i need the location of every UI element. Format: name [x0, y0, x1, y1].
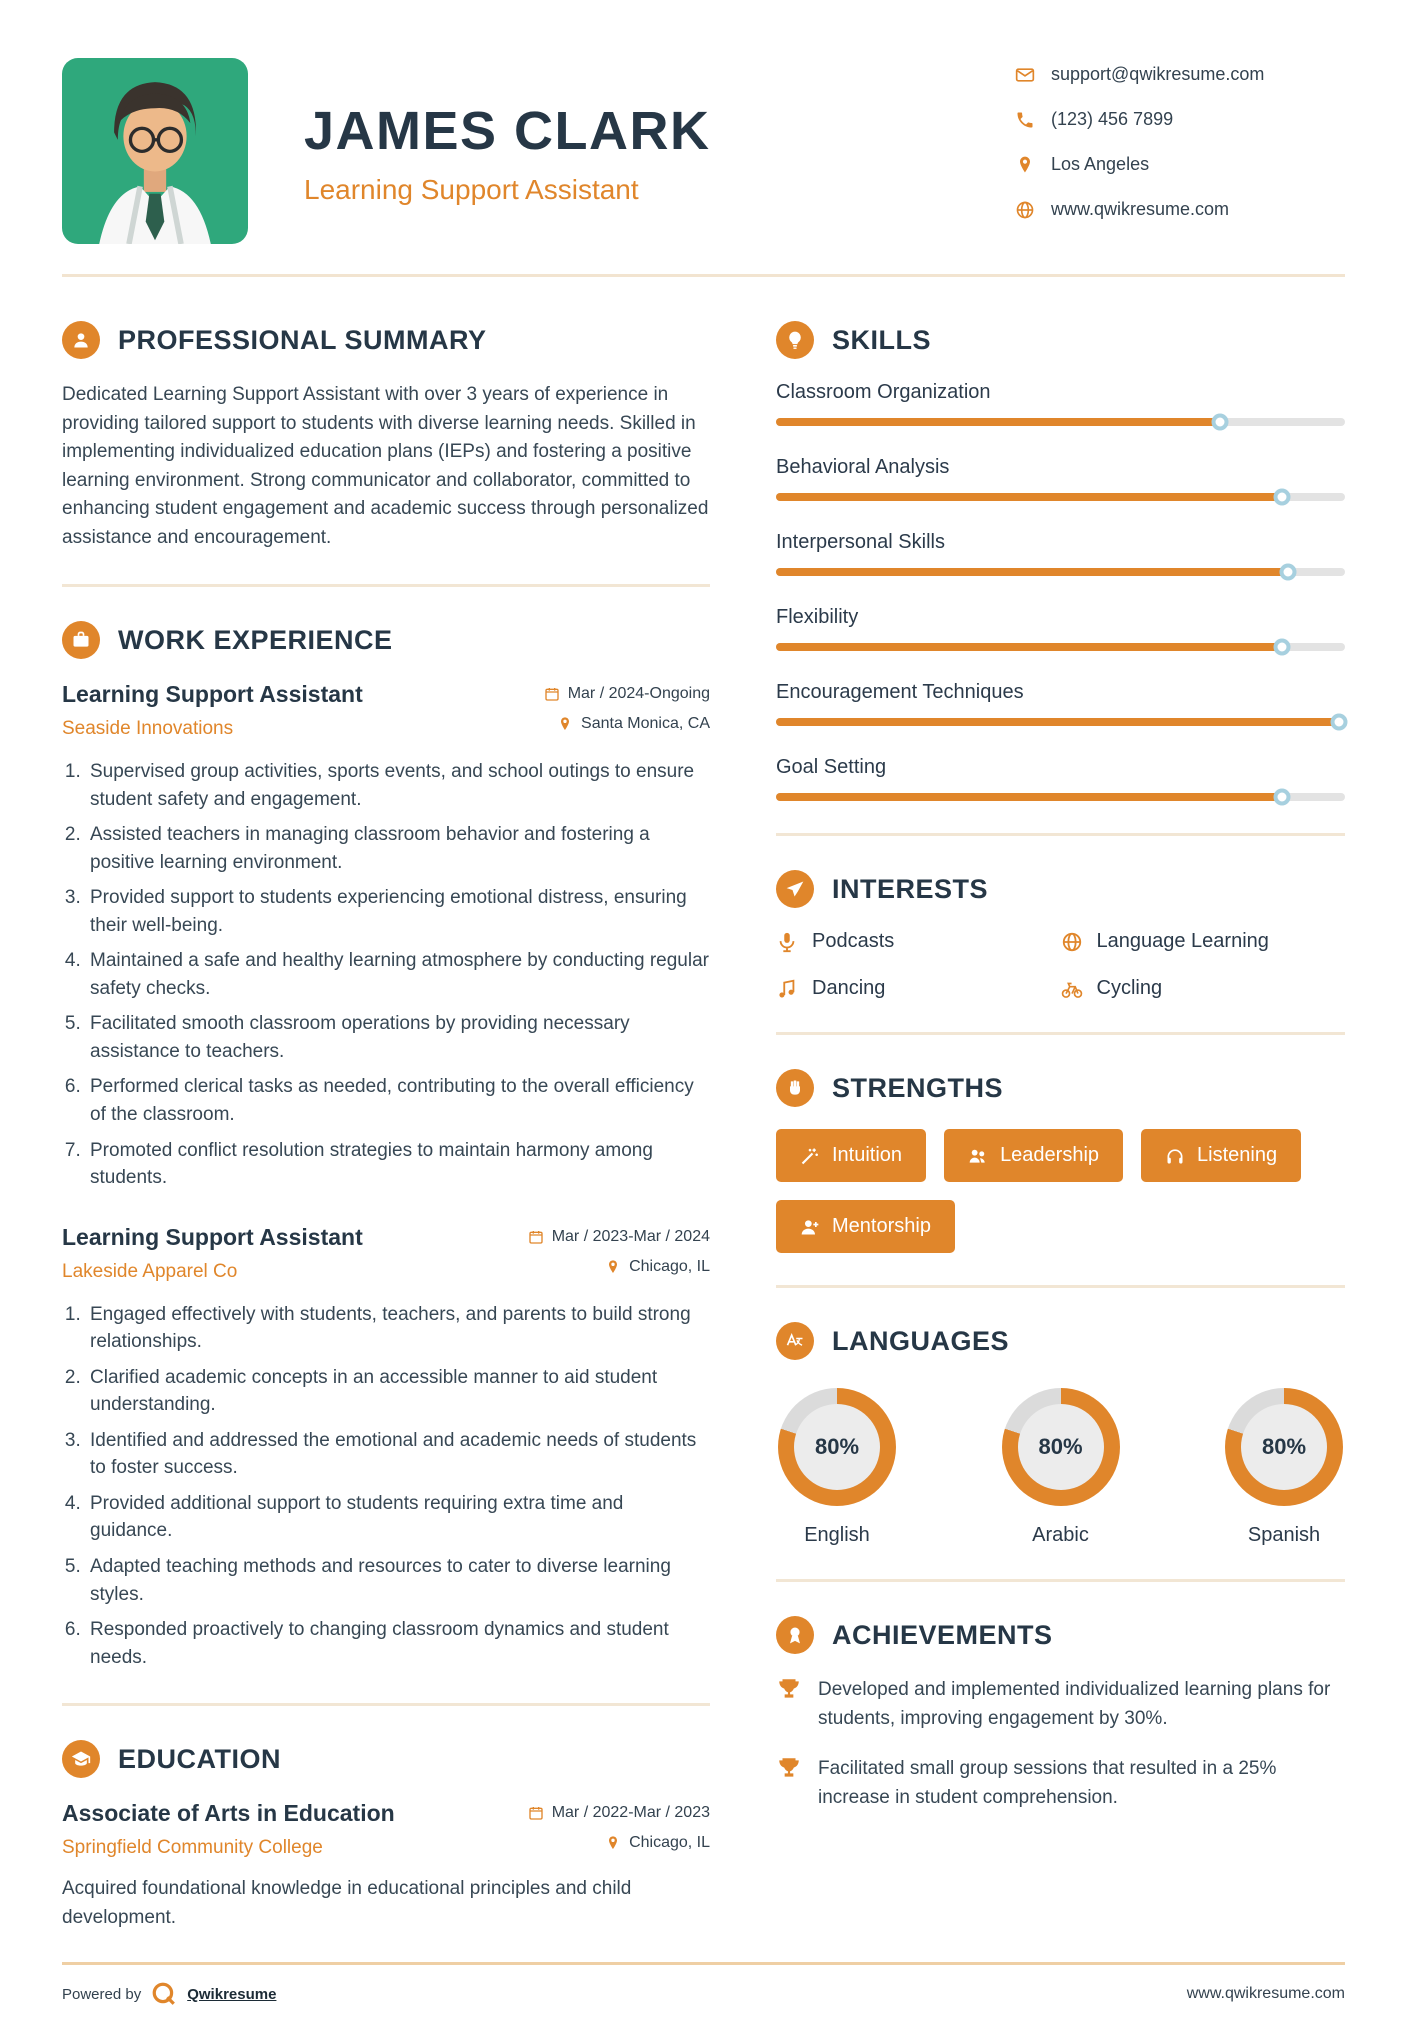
skill-bar — [776, 643, 1345, 651]
footer-website: www.qwikresume.com — [1186, 1985, 1345, 2003]
section-title: EDUCATION — [118, 1743, 281, 1774]
music-note-icon — [776, 978, 798, 1000]
experience-bullet: 5. Facilitated smooth classroom operations by providing necessary assistance to teachers. — [86, 1010, 710, 1065]
qwikresume-logo-icon — [151, 1981, 177, 2007]
calendar-icon — [528, 1805, 544, 1821]
section-divider — [776, 833, 1345, 836]
skill-label: Classroom Organization — [776, 381, 991, 403]
calendar-icon — [544, 686, 560, 702]
skill-item — [776, 606, 1345, 651]
language-percent: 80% — [1018, 1404, 1104, 1490]
skills-list — [776, 381, 1345, 801]
footer — [62, 1932, 1345, 2007]
language-label: Arabic — [1032, 1524, 1089, 1546]
language-percent: 80% — [1241, 1404, 1327, 1490]
job-entry — [62, 1224, 710, 1672]
experience-bullet: 3. Provided support to students experiencing emotional distress, ensuring their well-being. — [86, 884, 710, 939]
interest-label: Dancing — [812, 977, 886, 999]
fist-icon — [776, 1069, 814, 1107]
section-divider — [776, 1285, 1345, 1288]
skill-marker — [1274, 789, 1291, 806]
graduation-cap-icon — [62, 1740, 100, 1778]
experience-bullet: 1. Supervised group activities, sports events, and school outings to ensure student safety and engagement. — [86, 758, 710, 813]
job-company: Lakeside Apparel Co — [62, 1260, 238, 1282]
interest-label: Cycling — [1096, 977, 1163, 999]
people-icon — [968, 1146, 988, 1166]
job-location: Chicago, IL — [605, 1258, 710, 1276]
section-divider — [62, 1703, 710, 1706]
section-title: LANGUAGES — [832, 1325, 1010, 1356]
skill-fill — [776, 793, 1282, 801]
summary-section — [62, 321, 710, 552]
trophy-icon — [776, 1676, 802, 1733]
skill-marker — [1274, 639, 1291, 656]
section-title: PROFESSIONAL SUMMARY — [118, 324, 487, 355]
contact-text: Los Angeles — [1051, 154, 1150, 174]
bicycle-icon — [1061, 978, 1083, 1000]
section-title: ACHIEVEMENTS — [832, 1619, 1053, 1650]
language-item — [1225, 1388, 1343, 1547]
skill-fill — [776, 718, 1345, 726]
achievements-list — [776, 1676, 1345, 1812]
languages-section — [776, 1322, 1345, 1547]
pin-icon — [1015, 155, 1035, 175]
skill-label: Interpersonal Skills — [776, 531, 945, 553]
pin-icon — [605, 1259, 621, 1275]
strength-chip — [776, 1129, 926, 1182]
avatar-illustration — [62, 58, 248, 244]
profile-photo — [62, 58, 248, 244]
work-experience-section — [62, 621, 710, 1671]
strength-chip — [944, 1129, 1123, 1182]
skill-fill — [776, 568, 1288, 576]
job-dates: Mar / 2024-Ongoing — [544, 685, 710, 703]
language-donut — [1002, 1388, 1120, 1506]
contact-item — [1015, 64, 1345, 85]
skill-marker — [1211, 414, 1228, 431]
job-company: Seaside Innovations — [62, 718, 234, 739]
school-name: Springfield Community College — [62, 1837, 323, 1859]
strength-chip — [776, 1200, 955, 1253]
experience-bullet: 4. Maintained a safe and healthy learning atmosphere by conducting regular safety checks. — [86, 947, 710, 1002]
strength-label: Leadership — [1000, 1144, 1100, 1166]
skill-marker — [1331, 714, 1348, 731]
skill-label: Behavioral Analysis — [776, 456, 950, 478]
medal-icon — [776, 1616, 814, 1654]
interest-label: Podcasts — [812, 930, 895, 952]
degree-title: Associate of Arts in Education — [62, 1800, 395, 1827]
education-section — [62, 1740, 710, 1932]
mail-icon — [1015, 65, 1035, 85]
experience-bullet: 5. Adapted teaching methods and resources to cater to diverse learning styles. — [86, 1553, 710, 1608]
pin-icon — [557, 716, 573, 732]
experience-bullet: 4. Provided additional support to students requiring extra time and guidance. — [86, 1490, 710, 1545]
education-description: Acquired foundational knowledge in educational principles and child development. — [62, 1878, 632, 1928]
section-divider — [776, 1032, 1345, 1035]
experience-bullet: 2. Clarified academic concepts in an accessible manner to aid student understanding. — [86, 1364, 710, 1419]
experience-bullet: 6. Responded proactively to changing classroom dynamics and student needs. — [86, 1616, 710, 1671]
contact-item — [1015, 154, 1345, 175]
achievement-item — [776, 1676, 1345, 1733]
achievement-text: Facilitated small group sessions that resulted in a 25% increase in student comprehension. — [818, 1758, 1277, 1808]
strength-label: Mentorship — [832, 1215, 931, 1237]
skill-item — [776, 381, 1345, 426]
experience-bullets — [62, 758, 710, 1192]
person-icon — [62, 321, 100, 359]
strength-chip — [1141, 1129, 1301, 1182]
contact-text: support@qwikresume.com — [1051, 64, 1265, 84]
skill-fill — [776, 418, 1220, 426]
skill-bar — [776, 718, 1345, 726]
translate-icon — [776, 1322, 814, 1360]
interest-item — [776, 977, 1061, 1000]
contact-list — [1015, 58, 1345, 220]
trophy-icon — [776, 1755, 802, 1812]
interests-section — [776, 870, 1345, 1000]
phone-icon — [1015, 110, 1035, 130]
header-identity — [304, 58, 1015, 206]
skill-marker — [1274, 489, 1291, 506]
globe-icon — [1015, 200, 1035, 220]
summary-text: Dedicated Learning Support Assistant with over 3 years of experience in providing tailored support to students with diverse learning needs. Skilled in implementing individualized education plans (IEPs) and fostering a positive learning environment. Strong communicator and collaborator, committed to enhancing student engagement and academic success through personalized assistance and encouragement. — [62, 384, 709, 548]
left-column — [62, 287, 710, 1932]
paper-plane-icon — [776, 870, 814, 908]
skill-item — [776, 531, 1345, 576]
job-dates: Mar / 2023-Mar / 2024 — [528, 1228, 710, 1246]
education-location: Chicago, IL — [605, 1834, 710, 1852]
powered-by-label: Powered by — [62, 1985, 142, 2003]
qwikresume-link[interactable]: Qwikresume — [187, 1985, 277, 2003]
interests-list — [776, 930, 1345, 1000]
interest-item — [776, 930, 1061, 953]
language-percent: 80% — [794, 1404, 880, 1490]
section-title: INTERESTS — [832, 873, 989, 904]
interest-item — [1061, 930, 1346, 953]
microphone-icon — [776, 931, 798, 953]
strength-label: Intuition — [832, 1144, 903, 1166]
wand-icon — [800, 1146, 820, 1166]
header — [62, 58, 1345, 244]
skill-item — [776, 681, 1345, 726]
job-title: Learning Support Assistant — [62, 681, 363, 707]
skill-label: Flexibility — [776, 606, 859, 628]
job-title: Learning Support Assistant — [62, 1223, 363, 1250]
skill-bar — [776, 493, 1345, 501]
skill-bar — [776, 568, 1345, 576]
pin-icon — [605, 1835, 621, 1851]
header-divider — [62, 274, 1345, 277]
languages-list — [776, 1382, 1345, 1547]
skills-section — [776, 321, 1345, 801]
experience-bullet: 1. Engaged effectively with students, teachers, and parents to build strong relationships. — [86, 1301, 710, 1356]
globe-icon — [1061, 931, 1083, 953]
achievement-item — [776, 1755, 1345, 1812]
skill-fill — [776, 493, 1282, 501]
skill-label: Goal Setting — [776, 756, 887, 778]
skill-fill — [776, 643, 1282, 651]
experience-bullet: 3. Identified and addressed the emotional and academic needs of students to foster success. — [86, 1427, 710, 1482]
experience-bullet: 6. Performed clerical tasks as needed, contributing to the overall efficiency of the classroom. — [86, 1073, 710, 1128]
contact-text: (123) 456 7899 — [1051, 109, 1174, 129]
calendar-icon — [528, 1229, 544, 1245]
language-label: Spanish — [1247, 1524, 1321, 1546]
contact-item — [1015, 199, 1345, 220]
interest-label: Language Learning — [1096, 930, 1269, 952]
strengths-list — [776, 1129, 1345, 1253]
skill-bar — [776, 793, 1345, 801]
achievements-section — [776, 1616, 1345, 1812]
lightbulb-icon — [776, 321, 814, 359]
skill-item — [776, 456, 1345, 501]
section-title: WORK EXPERIENCE — [118, 624, 393, 655]
contact-item — [1015, 109, 1345, 130]
language-donut — [1225, 1388, 1343, 1506]
experience-bullets — [62, 1301, 710, 1672]
skill-label: Encouragement Techniques — [776, 681, 1024, 703]
main-content — [62, 287, 1345, 1932]
section-title: SKILLS — [832, 324, 932, 355]
section-divider — [776, 1579, 1345, 1582]
language-label: English — [804, 1524, 870, 1546]
achievement-text: Developed and implemented individualized learning plans for students, improving engagement by 30%. — [818, 1679, 1331, 1729]
skill-marker — [1280, 564, 1297, 581]
right-column — [776, 287, 1345, 1834]
strengths-section — [776, 1069, 1345, 1253]
strength-label: Listening — [1197, 1144, 1278, 1166]
language-donut — [778, 1388, 896, 1506]
headphones-icon — [1165, 1146, 1185, 1166]
language-item — [778, 1388, 896, 1547]
experience-bullet: 7. Promoted conflict resolution strategies to maintain harmony among students. — [86, 1137, 710, 1192]
section-title: STRENGTHS — [832, 1072, 1004, 1103]
candidate-name: JAMES CLARK — [304, 101, 711, 161]
interest-item — [1061, 977, 1346, 1000]
person-plus-icon — [800, 1217, 820, 1237]
job-location: Santa Monica, CA — [557, 715, 710, 733]
contact-text: www.qwikresume.com — [1051, 199, 1230, 219]
language-item — [1002, 1388, 1120, 1547]
candidate-title: Learning Support Assistant — [304, 174, 639, 205]
section-divider — [62, 584, 710, 587]
briefcase-icon — [62, 621, 100, 659]
education-dates: Mar / 2022-Mar / 2023 — [528, 1804, 710, 1822]
job-entry — [62, 681, 710, 1192]
skill-bar — [776, 418, 1345, 426]
skill-item — [776, 756, 1345, 801]
experience-bullet: 2. Assisted teachers in managing classroom behavior and fostering a positive learning environment. — [86, 821, 710, 876]
